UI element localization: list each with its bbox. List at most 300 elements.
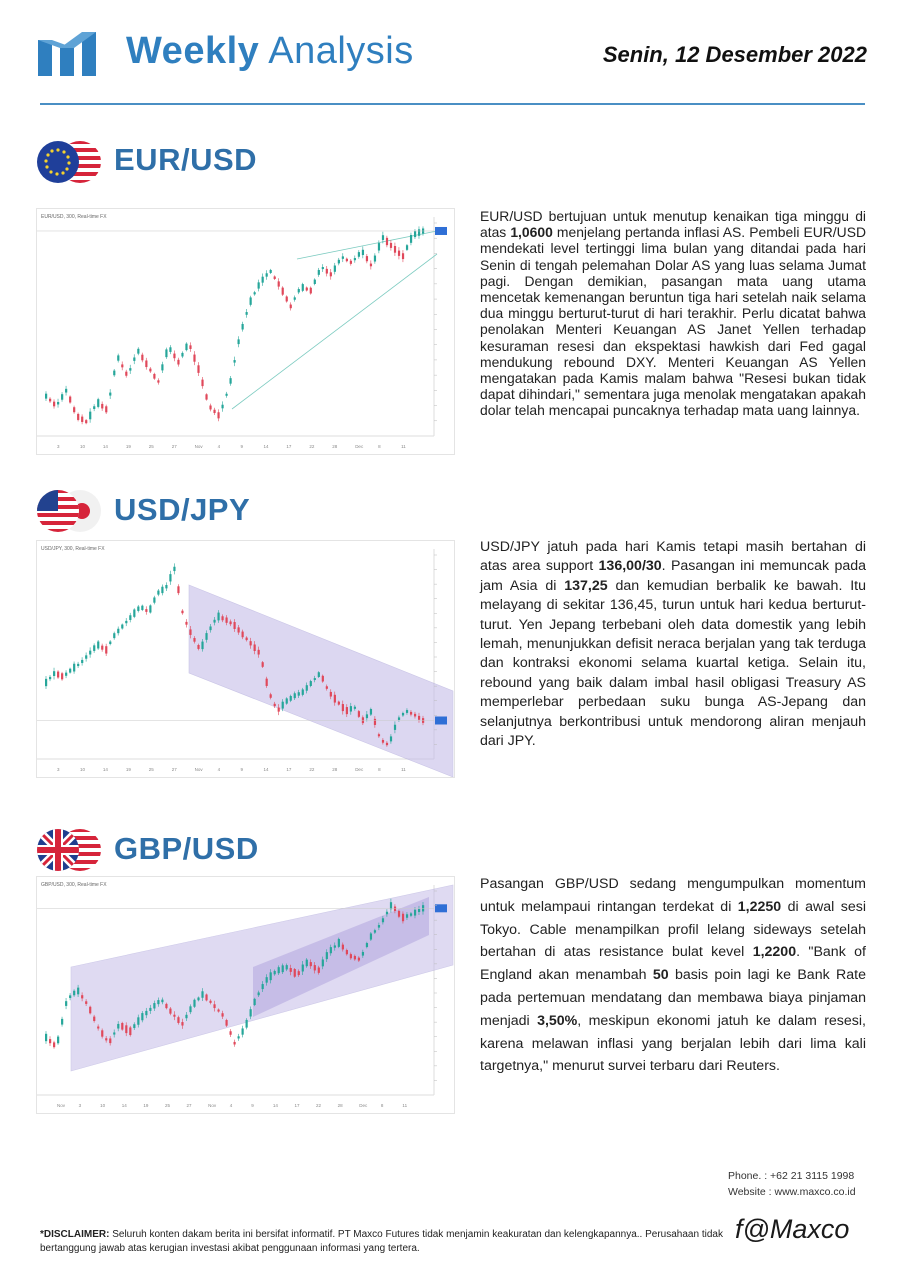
candle-body	[213, 410, 215, 413]
candle-body	[342, 256, 344, 258]
candle-body	[258, 650, 260, 655]
candle-body	[93, 1017, 95, 1021]
candle-body	[45, 679, 47, 686]
candle-body	[414, 910, 416, 916]
candle-body	[254, 292, 256, 294]
x-tick-label: 8	[378, 767, 381, 772]
candle-body	[161, 1000, 163, 1003]
candle-body	[382, 740, 384, 743]
candle-body	[334, 695, 336, 703]
x-tick-label: Nov	[194, 444, 203, 449]
candle-body	[282, 965, 284, 972]
usdjpy-analysis-text	[480, 538, 866, 751]
x-tick-label: 14	[272, 1103, 278, 1108]
x-tick-label: Dec	[355, 767, 364, 772]
candle-body	[73, 664, 75, 672]
candle-body	[209, 1001, 211, 1003]
candle-body	[374, 719, 376, 725]
candle-body	[346, 950, 348, 954]
candle-body	[229, 1031, 231, 1035]
candle-body	[398, 717, 400, 720]
candle-body	[141, 1013, 143, 1020]
candle-body	[145, 360, 147, 367]
chart-header-label: USD/JPY, 300, Real-time FX	[41, 546, 105, 552]
candle-body	[189, 629, 191, 635]
candle-body	[125, 621, 127, 623]
candle-body	[270, 270, 272, 273]
candle-body	[149, 1008, 151, 1011]
candle-body	[250, 641, 252, 645]
gbpusd-analysis-text	[480, 873, 866, 1078]
report-date: Senin, 12 Desember 2022	[602, 42, 867, 67]
x-tick-label: 8	[380, 1103, 384, 1108]
candle-body	[390, 243, 392, 248]
candle-body	[65, 1001, 67, 1006]
pair-title-eurusd: EUR/USD	[114, 142, 258, 177]
highlight-value: 3,50%	[537, 1012, 578, 1029]
candle-body	[73, 407, 75, 412]
candle-body	[101, 646, 103, 650]
x-tick-label: 22	[309, 767, 315, 772]
candle-body	[177, 1017, 179, 1023]
candle-body	[394, 907, 396, 911]
x-tick-label: 22	[316, 1103, 322, 1108]
candle-body	[165, 1004, 167, 1008]
candle-body	[145, 1011, 147, 1015]
highlight-value: 1,2250	[737, 898, 782, 915]
candle-body	[65, 673, 67, 676]
candle-body	[302, 284, 304, 291]
candle-body	[173, 1015, 175, 1017]
candle-body	[314, 965, 316, 970]
x-tick-label: Nov	[208, 1103, 217, 1108]
x-tick-label: 4	[217, 444, 221, 449]
candle-body	[85, 655, 87, 658]
candle-body	[390, 736, 392, 741]
x-tick-label: 19	[125, 767, 131, 772]
candle-body	[302, 689, 304, 694]
candle-body	[209, 406, 211, 410]
candle-body	[97, 399, 99, 407]
candle-body	[165, 585, 167, 588]
text-run: di awal sesi Tokyo. Cable menampilkan profil lelang sideways setelah bertahan di atas resistance bulat kevel	[480, 898, 866, 961]
candle-body	[282, 702, 284, 709]
candle-body	[410, 235, 412, 243]
candle-body	[402, 914, 404, 921]
candle-body	[81, 417, 83, 422]
candle-body	[310, 681, 312, 686]
last-price-tag	[435, 227, 447, 235]
candle-body	[262, 662, 264, 667]
candle-body	[286, 965, 288, 969]
candle-body	[354, 956, 356, 959]
x-tick-label: 27	[171, 767, 177, 772]
candle-body	[157, 591, 159, 595]
candle-body	[366, 714, 368, 718]
candle-body	[133, 609, 135, 616]
candle-body	[294, 969, 296, 977]
x-tick-label: 28	[332, 767, 338, 772]
candle-body	[185, 622, 187, 625]
phone-number: Phone. : +62 21 3115 1998	[728, 1170, 855, 1182]
x-tick-label: 3	[57, 767, 60, 772]
x-tick-label: 17	[286, 767, 292, 772]
candle-body	[109, 642, 111, 645]
candle-body	[338, 260, 340, 264]
pair-title-usdjpy: USD/JPY	[114, 492, 251, 527]
candle-body	[374, 930, 376, 932]
candle-body	[242, 1028, 244, 1034]
x-tick-label: 10	[79, 767, 85, 772]
candle-body	[117, 355, 119, 360]
candle-body	[221, 616, 223, 620]
candle-body	[125, 1025, 127, 1033]
candle-body	[65, 389, 67, 393]
candle-body	[418, 716, 420, 720]
candle-body	[61, 394, 63, 400]
candle-body	[149, 369, 151, 372]
x-tick-label: 19	[143, 1103, 149, 1108]
candle-body	[57, 1037, 59, 1044]
candle-body	[314, 280, 316, 284]
candle-body	[366, 943, 368, 947]
candle-body	[282, 288, 284, 295]
candle-body	[298, 971, 300, 975]
candle-body	[57, 672, 59, 678]
candle-body	[326, 952, 328, 959]
candle-body	[81, 995, 83, 998]
us-jp-flag-icon	[36, 489, 102, 533]
candle-body	[242, 324, 244, 330]
candle-body	[113, 371, 115, 376]
candle-body	[61, 673, 63, 679]
candle-body	[153, 1003, 155, 1008]
candle-body	[61, 1019, 63, 1025]
candle-body	[318, 672, 320, 677]
candle-body	[181, 1022, 183, 1025]
x-tick-label: Dec	[359, 1103, 368, 1108]
candle-body	[141, 606, 143, 610]
candle-body	[93, 406, 95, 409]
x-tick-label: 10	[79, 444, 85, 449]
candle-body	[326, 269, 328, 274]
text-run: . Pasangan ini memuncak pada jam Asia di	[480, 558, 867, 594]
candle-body	[141, 355, 143, 361]
candle-body	[242, 632, 244, 638]
x-tick-label: 14	[121, 1103, 127, 1108]
candle-body	[318, 270, 320, 275]
x-tick-label: 27	[186, 1103, 192, 1108]
candle-body	[69, 995, 71, 998]
x-tick-label: 28	[337, 1103, 343, 1108]
candle-body	[322, 676, 324, 682]
x-tick-label: 11	[401, 767, 406, 772]
candle-body	[197, 645, 199, 649]
candle-body	[205, 394, 207, 399]
candle-body	[197, 365, 199, 373]
x-tick-label: 4	[217, 767, 221, 772]
candle-body	[330, 692, 332, 697]
candle-body	[338, 939, 340, 947]
candle-body	[418, 909, 420, 912]
candle-body	[314, 678, 316, 680]
candle-body	[254, 644, 256, 651]
candle-body	[117, 1024, 119, 1029]
candle-body	[286, 698, 288, 703]
candle-body	[294, 693, 296, 698]
candle-body	[181, 611, 183, 614]
candle-body	[221, 405, 223, 409]
candle-body	[346, 707, 348, 714]
x-tick-label: 10	[100, 1103, 106, 1108]
candle-body	[233, 360, 235, 363]
candle-body	[270, 972, 272, 980]
candle-body	[185, 344, 187, 350]
candle-body	[306, 288, 308, 291]
candle-body	[238, 339, 240, 344]
candle-body	[113, 1032, 115, 1034]
candle-body	[85, 420, 87, 423]
candle-body	[81, 660, 83, 663]
candle-body	[89, 1007, 91, 1014]
candle-body	[418, 229, 420, 236]
x-tick-label: 3	[78, 1103, 82, 1108]
candle-body	[274, 971, 276, 974]
candle-body	[189, 345, 191, 349]
candle-body	[101, 1030, 103, 1036]
candle-body	[358, 958, 360, 961]
candle-body	[378, 925, 380, 928]
x-tick-label: 14	[102, 767, 108, 772]
candle-body	[266, 679, 268, 686]
candle-body	[173, 567, 175, 571]
candle-body	[165, 349, 167, 357]
candle-body	[378, 734, 380, 736]
candle-body	[129, 615, 131, 620]
candle-body	[133, 1024, 135, 1028]
candle-body	[386, 743, 388, 745]
candle-body	[209, 626, 211, 630]
candle-body	[105, 1038, 107, 1040]
candle-body	[201, 642, 203, 650]
candle-body	[109, 393, 111, 396]
x-tick-label: Dec	[355, 444, 364, 449]
candle-body	[129, 1027, 131, 1035]
eu-us-flag-icon	[36, 140, 102, 184]
candle-body	[233, 622, 235, 629]
candle-body	[246, 1020, 248, 1028]
candle-body	[318, 968, 320, 973]
x-tick-label: 27	[171, 444, 177, 449]
candle-body	[121, 364, 123, 367]
candle-body	[133, 357, 135, 360]
candle-body	[350, 261, 352, 264]
candle-body	[346, 259, 348, 261]
candle-body	[105, 646, 107, 653]
candle-body	[157, 380, 159, 382]
highlight-value: 136,00/30	[598, 558, 662, 575]
candle-body	[69, 397, 71, 403]
candle-body	[290, 968, 292, 972]
candle-body	[157, 1000, 159, 1004]
candle-body	[69, 669, 71, 673]
candle-body	[217, 412, 219, 418]
candle-body	[302, 965, 304, 972]
candle-body	[370, 709, 372, 715]
x-tick-label: 25	[148, 444, 154, 449]
candle-body	[161, 364, 163, 370]
candle-body	[398, 911, 400, 917]
candle-body	[266, 977, 268, 982]
candle-body	[193, 355, 195, 362]
candle-body	[358, 252, 360, 257]
pair-title-gbpusd: GBP/USD	[114, 831, 259, 866]
x-tick-label: Nov	[194, 767, 203, 772]
candle-body	[169, 1009, 171, 1014]
x-tick-label: 22	[309, 444, 315, 449]
x-tick-label: 25	[148, 767, 154, 772]
candle-body	[238, 1036, 240, 1038]
candle-body	[205, 994, 207, 1000]
candle-body	[153, 597, 155, 602]
candle-body	[386, 238, 388, 245]
candle-body	[137, 1017, 139, 1024]
candle-body	[53, 402, 55, 407]
x-tick-label: 9	[240, 444, 244, 449]
candle-body	[137, 607, 139, 611]
candle-body	[97, 1027, 99, 1029]
website-link[interactable]: Website : www.maxco.co.id	[728, 1186, 856, 1198]
candle-body	[169, 574, 171, 581]
x-tick-label: 19	[125, 444, 131, 449]
candle-body	[205, 633, 207, 640]
candle-body	[225, 394, 227, 396]
candle-body	[250, 297, 252, 304]
candle-body	[262, 984, 264, 989]
candle-body	[45, 1034, 47, 1041]
candle-body	[362, 717, 364, 723]
candle-body	[414, 714, 416, 717]
candle-body	[394, 725, 396, 730]
x-tick-label: 11	[402, 1103, 408, 1108]
candle-body	[173, 354, 175, 359]
candle-body	[334, 945, 336, 947]
candle-body	[57, 402, 59, 404]
candle-body	[410, 913, 412, 915]
candle-body	[374, 256, 376, 262]
candle-body	[402, 253, 404, 259]
text-run: EUR/USD bertujuan untuk menutup kenaikan tiga minggu di atas	[480, 208, 866, 241]
candle-body	[213, 1004, 215, 1008]
uk-us-flag-icon	[36, 828, 102, 872]
candle-body	[213, 620, 215, 623]
candle-body	[386, 912, 388, 914]
candle-body	[322, 267, 324, 269]
candle-body	[73, 991, 75, 996]
candle-body	[189, 1006, 191, 1012]
x-tick-label: 9	[251, 1103, 254, 1108]
candle-body	[250, 1009, 252, 1016]
candle-body	[177, 360, 179, 365]
candle-body	[137, 349, 139, 354]
candle-body	[93, 645, 95, 651]
text-run: USD/JPY jatuh pada hari Kamis tetapi masih bertahan di atas area support	[480, 539, 866, 575]
candle-body	[161, 587, 163, 593]
social-handle[interactable]: f@Maxco	[735, 1214, 850, 1244]
candle-body	[358, 711, 360, 717]
candle-body	[306, 685, 308, 691]
candle-body	[306, 960, 308, 967]
candle-body	[49, 399, 51, 402]
candle-body	[121, 1023, 123, 1030]
candle-body	[414, 231, 416, 237]
x-tick-label: 28	[332, 444, 338, 449]
text-run: Pasangan GBP/USD sedang mengumpulkan momentum untuk melampaui rintangan terdekat di	[480, 876, 866, 915]
candle-body	[278, 967, 280, 973]
candle-body	[221, 1013, 223, 1016]
candle-body	[254, 999, 256, 1005]
candle-body	[278, 281, 280, 286]
candle-body	[149, 605, 151, 612]
gbpusd-chart	[36, 876, 455, 1114]
candle-body	[270, 694, 272, 697]
chart-header-label: GBP/USD, 300, Real-time FX	[41, 882, 107, 888]
maxco-logo-icon	[38, 30, 98, 76]
candle-body	[201, 991, 203, 997]
candle-body	[342, 704, 344, 711]
text-run: . "Bank of England akan menambah	[480, 944, 866, 984]
candle-body	[398, 251, 400, 256]
candle-body	[89, 412, 91, 420]
x-tick-label: 17	[294, 1103, 300, 1108]
candle-body	[105, 406, 107, 412]
x-tick-label: 25	[164, 1103, 170, 1108]
text-run: dan kemudian berbalik ke bawah. Itu melayang di sekitar 136,45, turun untuk hari kedua berturut-turut. Yen Jepang terbebani oleh data domestik yang lebih lemah, menunjukkan defisit neraca berjalan yang tak terduga dan kontraksi ekonomi selama kuartal ketiga. Selain itu, rebound yang baik dalam imbal hasil obligasi Treasury AS memperlebar perbedaan suku bunga AS-Jepang dan selanjutnya berkontribusi untuk mendorong aliran menjauh dari JPY.	[480, 577, 866, 750]
header-divider	[40, 103, 865, 105]
candle-body	[278, 708, 280, 712]
candle-body	[49, 677, 51, 679]
candle-body	[366, 256, 368, 261]
x-tick-label: 4	[229, 1103, 233, 1108]
candle-body	[246, 638, 248, 641]
candle-body	[233, 1042, 235, 1045]
candle-body	[77, 414, 79, 420]
candle-body	[169, 347, 171, 352]
candle-body	[266, 273, 268, 276]
x-tick-label: 14	[102, 444, 108, 449]
x-tick-label: 14	[263, 767, 269, 772]
candle-body	[406, 710, 408, 713]
x-tick-label: Nov	[57, 1103, 66, 1108]
highlight-value: 1,0600	[510, 224, 553, 241]
text-run: , meskipun ekonomi jatuh ke dalam resesi, karena melawan inflasi yang berjalan lebih dari lima kali targetnya," menurut survei terbaru dari Reuters.	[480, 1012, 866, 1075]
candle-body	[274, 704, 276, 706]
candle-body	[350, 954, 352, 958]
last-price-tag	[435, 717, 447, 725]
candle-body	[354, 258, 356, 260]
disclaimer: *DISCLAIMER: Seluruh konten dakam berita ini bersifat informatif. PT Maxco Futures tidak menjamin keakuratan dan kelengkapannya.. Perusahaan tidak bertanggung jawab atas kerugian investasi akibat penggunaan informasi yang tertera.	[40, 1229, 723, 1254]
candle-body	[290, 305, 292, 309]
highlight-value: 137,25	[564, 577, 608, 594]
eurusd-chart	[36, 208, 455, 455]
text-run: basis poin lagi ke Bank Rate pada pertemuan mendatang dan membawa biaya pinjaman menjadi	[480, 967, 866, 1029]
candle-body	[290, 696, 292, 701]
candle-body	[246, 312, 248, 315]
x-tick-label: 8	[378, 444, 381, 449]
candle-body	[77, 988, 79, 995]
candle-body	[406, 914, 408, 917]
candle-body	[410, 712, 412, 715]
